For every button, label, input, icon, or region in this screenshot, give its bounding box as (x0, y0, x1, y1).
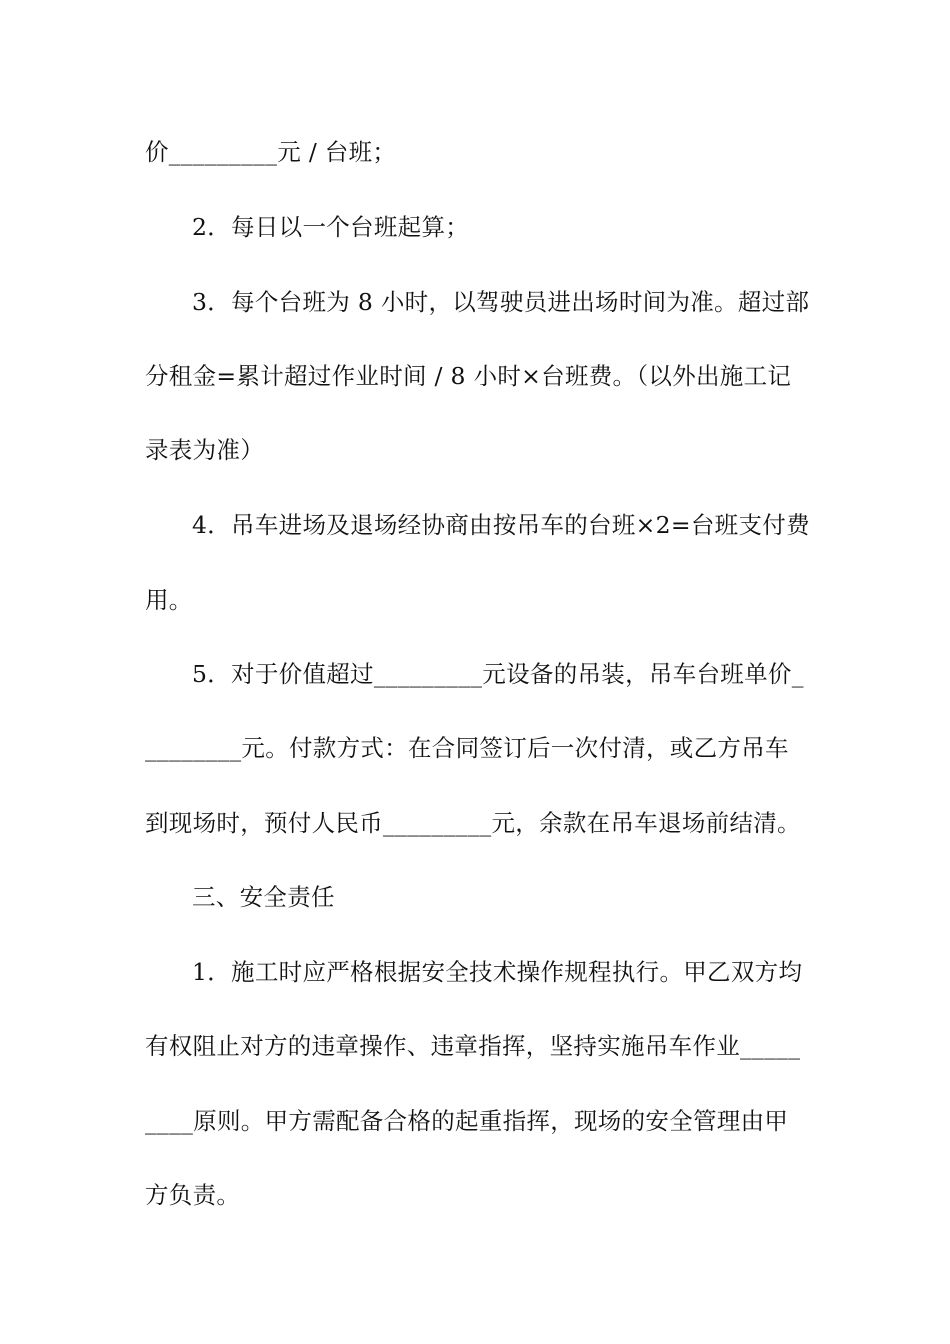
text-line: 方负责。 (145, 1181, 241, 1209)
text-line: 用。 (145, 586, 193, 614)
text-line: ________元。付款方式：在合同签订后一次付清，或乙方吊车 (145, 734, 789, 762)
text-line: 2．每日以一个台班起算； (192, 213, 470, 241)
text-line: ____原则。甲方需配备合格的起重指挥，现场的安全管理由甲 (145, 1107, 789, 1135)
text-line: 到现场时，预付人民币_________元，余款在吊车退场前结清。 (145, 809, 801, 837)
text-line: 分租金=累计超过作业时间 / 8 小时×台班费。（以外出施工记 (145, 362, 792, 390)
text-line: 4．吊车进场及退场经协商由按吊车的台班×2=台班支付费 (192, 511, 810, 539)
text-line: 有权阻止对方的违章操作、违章指挥，坚持实施吊车作业_____ (145, 1032, 801, 1060)
text-line: 3．每个台班为 8 小时，以驾驶员进出场时间为准。超过部 (192, 288, 810, 316)
text-line: 录表为准） (145, 436, 264, 464)
text-line: 价_________元 / 台班； (145, 138, 397, 166)
text-line: 1．施工时应严格根据安全技术操作规程执行。甲乙双方均 (192, 958, 803, 986)
text-line: 5．对于价值超过_________元设备的吊装，吊车台班单价_ (192, 660, 804, 688)
section-heading: 三、安全责任 (192, 883, 335, 911)
